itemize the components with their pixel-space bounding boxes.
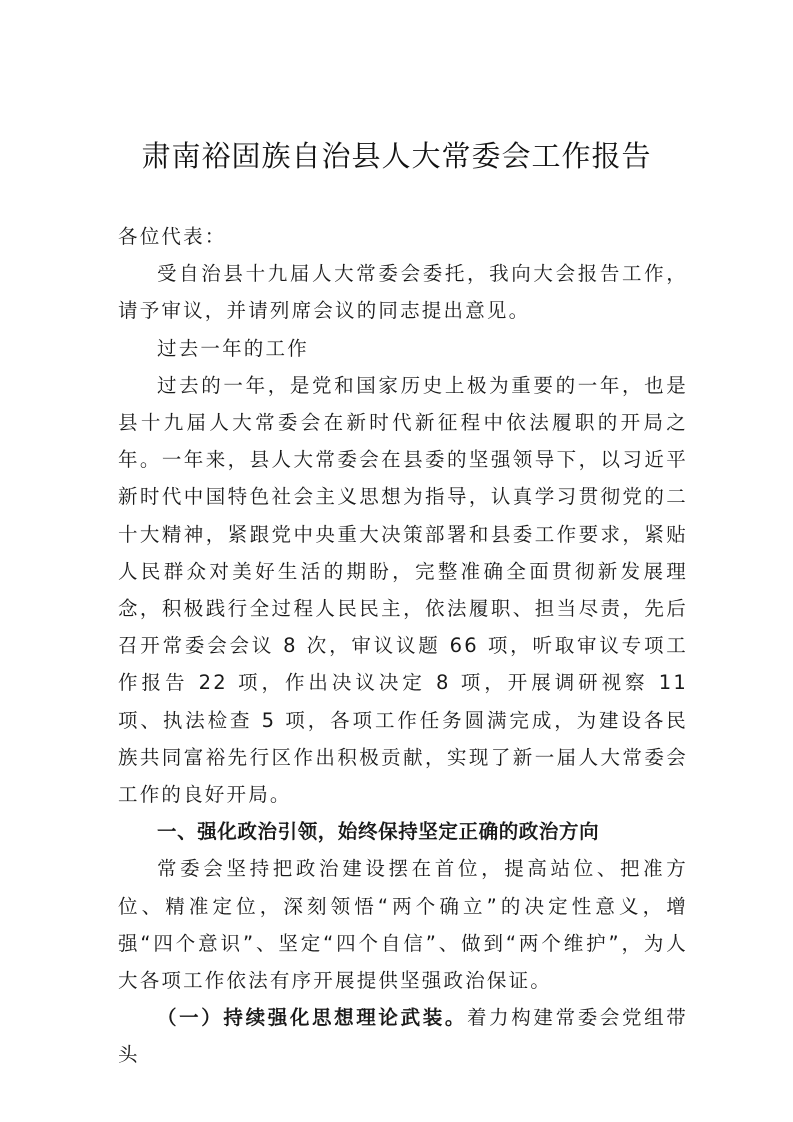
document-body: [118, 218, 688, 1074]
section-paragraph: 常委会坚持把政治建设摆在首位，提高站位、把准方位、精准定位，深刻领悟“两个确立”的决定性意义，增强“四个意识”、坚定“四个自信”、做到“两个维护”，为人大各项工作依法有序开展提供坚强政治保证。: [118, 857, 688, 993]
past-year-label: 过去一年的工作: [157, 336, 309, 360]
summary-paragraph: 过去的一年，是党和国家历史上极为重要的一年，也是县十九届人大常委会在新时代新征程中依法履职的开局之年。一年来，县人大常委会在县委的坚强领导下，以习近平新时代中国特色社会主义思想为指导，认真学习贯彻党的二十大精神，紧跟党中央重大决策部署和县委工作要求，紧贴人民群众对美好生活的期盼，完整准确全面贯彻新发展理念，积极践行全过程人民民主，依法履职、担当尽责，先后召开常委会会议 8 次，审议议题 66 项，听取审议专项工作报告 22 项，作出决议决定 8 项，开展调研视察 11 项、执法检查 5 项，各项工作任务圆满完成，为建设各民族共同富裕先行区作出积极贡献，实现了新一届人大常委会工作的良好开局。: [118, 373, 688, 807]
section-heading: 一、强化政治引领，始终保持坚定正确的政治方向: [157, 820, 600, 844]
opening-paragraph: 受自治县十九届人大常委会委托，我向大会报告工作，请予审议，并请列席会议的同志提出意见。: [118, 262, 688, 323]
subsection-text: 着力构建常委会党组带头: [118, 1006, 688, 1067]
subsection-label: （一）持续强化思想理论武装。: [157, 1006, 467, 1030]
salutation: 各位代表：: [118, 225, 227, 248]
document-title: 肃南裕固族自治县人大常委会工作报告: [141, 139, 652, 173]
subsection-paragraph: [118, 999, 688, 1073]
